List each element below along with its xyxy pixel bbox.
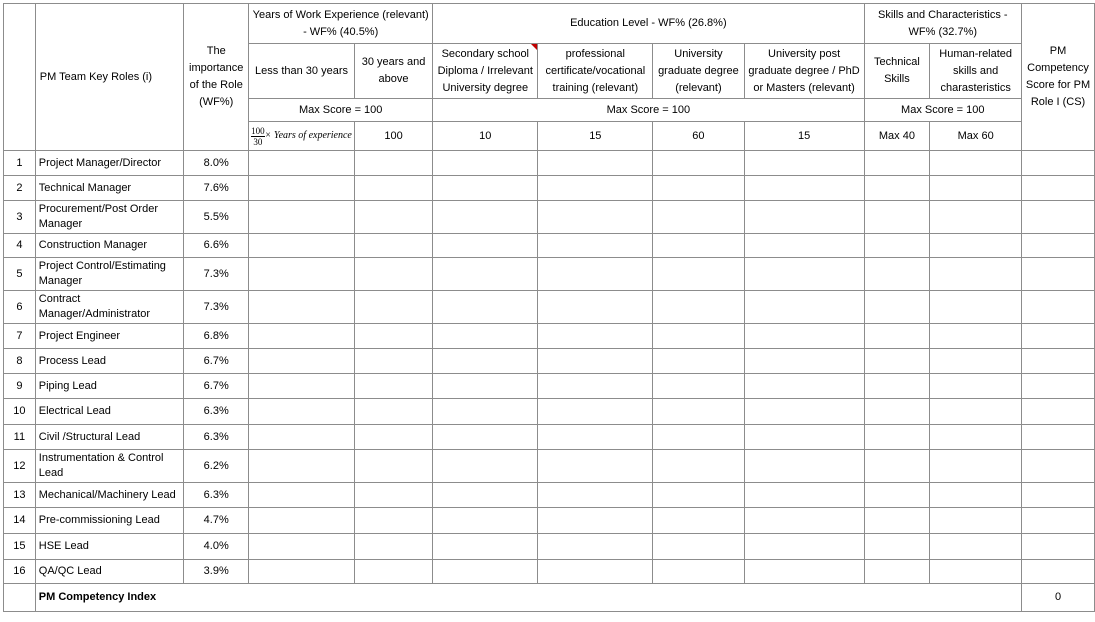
competency-index-value: 0 bbox=[1022, 584, 1095, 612]
score-cell[interactable] bbox=[930, 176, 1022, 201]
role-importance: 5.5% bbox=[184, 201, 249, 234]
edu-university-header: University graduate degree (relevant) bbox=[653, 44, 744, 99]
table-row bbox=[4, 176, 1095, 201]
score-cell[interactable] bbox=[744, 291, 864, 324]
score-cell[interactable] bbox=[538, 560, 653, 584]
score-cell[interactable] bbox=[1022, 234, 1095, 258]
score-cell[interactable] bbox=[354, 201, 432, 234]
score-cell[interactable] bbox=[354, 258, 432, 291]
score-cell[interactable] bbox=[1022, 201, 1095, 234]
score-cell[interactable] bbox=[744, 324, 864, 349]
score-cell[interactable] bbox=[744, 483, 864, 508]
row-number: 12 bbox=[4, 450, 36, 483]
score-cell[interactable] bbox=[864, 483, 930, 508]
score-cell[interactable] bbox=[538, 508, 653, 534]
score-cell[interactable] bbox=[249, 374, 355, 399]
score-cell[interactable] bbox=[1022, 560, 1095, 584]
score-cell[interactable] bbox=[538, 399, 653, 425]
role-importance: 6.8% bbox=[184, 324, 249, 349]
role-name: Civil /Structural Lead bbox=[35, 425, 184, 450]
role-importance: 6.2% bbox=[184, 450, 249, 483]
role-importance: 4.0% bbox=[184, 534, 249, 560]
score-cell[interactable] bbox=[538, 450, 653, 483]
role-name: Project Manager/Director bbox=[35, 151, 184, 176]
row-number: 14 bbox=[4, 508, 36, 534]
table-row bbox=[4, 534, 1095, 560]
row-number: 11 bbox=[4, 425, 36, 450]
roles-header: PM Team Key Roles (i) bbox=[35, 4, 184, 151]
score-cell[interactable] bbox=[433, 560, 538, 584]
score-cell[interactable] bbox=[1022, 374, 1095, 399]
score-cell[interactable] bbox=[433, 176, 538, 201]
role-importance: 6.3% bbox=[184, 425, 249, 450]
edu-secondary-score: 10 bbox=[433, 122, 538, 151]
score-cell[interactable] bbox=[538, 425, 653, 450]
role-importance: 7.3% bbox=[184, 258, 249, 291]
score-cell[interactable] bbox=[864, 291, 930, 324]
score-cell[interactable] bbox=[653, 176, 744, 201]
score-cell[interactable] bbox=[1022, 324, 1095, 349]
edu-secondary-header: Secondary school Diploma / Irrelevant University degree bbox=[433, 44, 538, 99]
score-cell[interactable] bbox=[744, 374, 864, 399]
row-number: 7 bbox=[4, 324, 36, 349]
role-name: Technical Manager bbox=[35, 176, 184, 201]
score-cell[interactable] bbox=[1022, 483, 1095, 508]
score-cell[interactable] bbox=[433, 508, 538, 534]
competency-index-label: PM Competency Index bbox=[35, 584, 1021, 612]
score-cell[interactable] bbox=[433, 483, 538, 508]
competency-table bbox=[3, 3, 1095, 612]
score-cell[interactable] bbox=[1022, 399, 1095, 425]
score-cell[interactable] bbox=[653, 291, 744, 324]
skills-max-score: Max Score = 100 bbox=[864, 99, 1021, 122]
score-cell[interactable] bbox=[354, 374, 432, 399]
score-cell[interactable] bbox=[744, 399, 864, 425]
score-cell[interactable] bbox=[864, 560, 930, 584]
exp-30above-score: 100 bbox=[354, 122, 432, 151]
exp-max-score: Max Score = 100 bbox=[249, 99, 433, 122]
table-row bbox=[4, 291, 1095, 324]
role-importance: 3.9% bbox=[184, 560, 249, 584]
score-cell[interactable] bbox=[249, 483, 355, 508]
score-cell[interactable] bbox=[653, 399, 744, 425]
role-importance: 6.7% bbox=[184, 349, 249, 374]
score-cell[interactable] bbox=[1022, 508, 1095, 534]
skill-technical-score: Max 40 bbox=[864, 122, 930, 151]
score-cell[interactable] bbox=[930, 349, 1022, 374]
row-number: 4 bbox=[4, 234, 36, 258]
table-row bbox=[4, 349, 1095, 374]
role-importance: 7.3% bbox=[184, 291, 249, 324]
score-cell[interactable] bbox=[864, 508, 930, 534]
score-cell[interactable] bbox=[1022, 534, 1095, 560]
score-cell[interactable] bbox=[653, 258, 744, 291]
role-name: Mechanical/Machinery Lead bbox=[35, 483, 184, 508]
score-cell[interactable] bbox=[433, 374, 538, 399]
score-cell[interactable] bbox=[354, 534, 432, 560]
role-name: Contract Manager/Administrator bbox=[35, 291, 184, 324]
score-cell[interactable] bbox=[744, 234, 864, 258]
score-cell[interactable] bbox=[433, 258, 538, 291]
table-row bbox=[4, 508, 1095, 534]
score-cell[interactable] bbox=[249, 201, 355, 234]
score-cell[interactable] bbox=[354, 450, 432, 483]
score-cell[interactable] bbox=[249, 291, 355, 324]
row-number: 8 bbox=[4, 349, 36, 374]
score-cell[interactable] bbox=[249, 534, 355, 560]
score-cell[interactable] bbox=[864, 425, 930, 450]
table-row bbox=[4, 425, 1095, 450]
row-number: 5 bbox=[4, 258, 36, 291]
competency-header: PM Competency Score for PM Role I (CS) bbox=[1022, 4, 1095, 151]
score-cell[interactable] bbox=[249, 234, 355, 258]
role-rows bbox=[4, 151, 1095, 584]
skill-human-score: Max 60 bbox=[930, 122, 1022, 151]
row-number: 3 bbox=[4, 201, 36, 234]
score-cell[interactable] bbox=[249, 324, 355, 349]
role-name: Instrumentation & Control Lead bbox=[35, 450, 184, 483]
row-number: 13 bbox=[4, 483, 36, 508]
score-cell[interactable] bbox=[249, 560, 355, 584]
score-cell[interactable] bbox=[249, 450, 355, 483]
skill-technical-header: Technical Skills bbox=[864, 44, 930, 99]
table-row bbox=[4, 324, 1095, 349]
education-group-header: Education Level - WF% (26.8%) bbox=[433, 4, 864, 44]
score-cell[interactable] bbox=[433, 534, 538, 560]
score-cell[interactable] bbox=[653, 349, 744, 374]
exp-30above-header: 30 years and above bbox=[354, 44, 432, 99]
role-importance: 7.6% bbox=[184, 176, 249, 201]
score-cell[interactable] bbox=[930, 374, 1022, 399]
score-cell[interactable] bbox=[1022, 425, 1095, 450]
score-cell[interactable] bbox=[433, 450, 538, 483]
formula-fraction: $\frac{100}{30}$ bbox=[251, 125, 265, 147]
score-cell[interactable] bbox=[1022, 258, 1095, 291]
score-cell[interactable] bbox=[653, 151, 744, 176]
row-number: 16 bbox=[4, 560, 36, 584]
score-cell[interactable] bbox=[930, 151, 1022, 176]
role-name: Process Lead bbox=[35, 349, 184, 374]
role-name: HSE Lead bbox=[35, 534, 184, 560]
score-cell[interactable] bbox=[744, 349, 864, 374]
score-cell[interactable] bbox=[538, 483, 653, 508]
score-cell[interactable] bbox=[864, 399, 930, 425]
score-cell[interactable] bbox=[433, 425, 538, 450]
score-cell[interactable] bbox=[538, 151, 653, 176]
score-cell[interactable] bbox=[538, 291, 653, 324]
score-cell[interactable] bbox=[354, 234, 432, 258]
role-name: Project Control/Estimating Manager bbox=[35, 258, 184, 291]
score-cell[interactable] bbox=[744, 560, 864, 584]
score-cell[interactable] bbox=[864, 534, 930, 560]
score-cell[interactable] bbox=[653, 425, 744, 450]
score-cell[interactable] bbox=[354, 349, 432, 374]
row-number: 10 bbox=[4, 399, 36, 425]
score-cell[interactable] bbox=[864, 349, 930, 374]
score-cell[interactable] bbox=[930, 258, 1022, 291]
score-cell[interactable] bbox=[864, 258, 930, 291]
experience-group-header: Years of Work Experience (relevant) - WF% (40.5%) bbox=[249, 4, 433, 44]
score-cell[interactable] bbox=[249, 349, 355, 374]
score-cell[interactable] bbox=[744, 450, 864, 483]
score-cell[interactable] bbox=[930, 324, 1022, 349]
role-importance: 8.0% bbox=[184, 151, 249, 176]
role-importance: 6.3% bbox=[184, 483, 249, 508]
score-cell[interactable] bbox=[354, 399, 432, 425]
score-cell[interactable] bbox=[744, 258, 864, 291]
edu-post-score: 15 bbox=[744, 122, 864, 151]
role-name: Electrical Lead bbox=[35, 399, 184, 425]
score-cell[interactable] bbox=[538, 201, 653, 234]
role-name: Construction Manager bbox=[35, 234, 184, 258]
score-cell[interactable] bbox=[249, 508, 355, 534]
score-cell[interactable] bbox=[1022, 291, 1095, 324]
score-cell[interactable] bbox=[744, 201, 864, 234]
score-cell[interactable] bbox=[864, 201, 930, 234]
score-cell[interactable] bbox=[864, 324, 930, 349]
row-number: 1 bbox=[4, 151, 36, 176]
footer-corner bbox=[4, 584, 36, 612]
role-name: Pre-commissioning Lead bbox=[35, 508, 184, 534]
edu-professional-header: professional certificate/vocational training (relevant) bbox=[538, 44, 653, 99]
score-cell[interactable] bbox=[864, 234, 930, 258]
score-cell[interactable] bbox=[538, 176, 653, 201]
table-row bbox=[4, 374, 1095, 399]
score-cell[interactable] bbox=[538, 349, 653, 374]
table-row bbox=[4, 201, 1095, 234]
score-cell[interactable] bbox=[538, 374, 653, 399]
score-cell[interactable] bbox=[744, 534, 864, 560]
score-cell[interactable] bbox=[354, 176, 432, 201]
role-importance: 6.7% bbox=[184, 374, 249, 399]
score-cell[interactable] bbox=[354, 151, 432, 176]
score-cell[interactable] bbox=[433, 234, 538, 258]
role-importance: 6.3% bbox=[184, 399, 249, 425]
table-row bbox=[4, 450, 1095, 483]
score-cell[interactable] bbox=[744, 151, 864, 176]
score-cell[interactable] bbox=[1022, 151, 1095, 176]
table-row bbox=[4, 151, 1095, 176]
score-cell[interactable] bbox=[930, 534, 1022, 560]
score-cell[interactable] bbox=[433, 291, 538, 324]
score-cell[interactable] bbox=[744, 425, 864, 450]
score-cell[interactable] bbox=[1022, 349, 1095, 374]
score-cell[interactable] bbox=[1022, 450, 1095, 483]
score-cell[interactable] bbox=[930, 560, 1022, 584]
row-number: 6 bbox=[4, 291, 36, 324]
score-cell[interactable] bbox=[864, 151, 930, 176]
score-cell[interactable] bbox=[930, 234, 1022, 258]
score-cell[interactable] bbox=[354, 425, 432, 450]
table-row bbox=[4, 234, 1095, 258]
table-row bbox=[4, 258, 1095, 291]
table-row bbox=[4, 560, 1095, 584]
score-cell[interactable] bbox=[653, 234, 744, 258]
score-cell[interactable] bbox=[538, 234, 653, 258]
score-cell[interactable] bbox=[653, 374, 744, 399]
score-cell[interactable] bbox=[1022, 176, 1095, 201]
score-cell[interactable] bbox=[249, 399, 355, 425]
score-cell[interactable] bbox=[930, 483, 1022, 508]
role-name: Piping Lead bbox=[35, 374, 184, 399]
formula-text: × Years of experience bbox=[264, 130, 352, 142]
score-cell[interactable] bbox=[354, 508, 432, 534]
score-cell[interactable] bbox=[930, 508, 1022, 534]
score-cell[interactable] bbox=[354, 483, 432, 508]
score-cell[interactable] bbox=[930, 425, 1022, 450]
score-cell[interactable] bbox=[653, 201, 744, 234]
score-cell[interactable] bbox=[433, 151, 538, 176]
row-number: 15 bbox=[4, 534, 36, 560]
score-cell[interactable] bbox=[433, 399, 538, 425]
score-cell[interactable] bbox=[864, 450, 930, 483]
corner-cell bbox=[4, 4, 36, 151]
exp-less30-header: Less than 30 years bbox=[249, 44, 355, 99]
score-cell[interactable] bbox=[354, 324, 432, 349]
row-number: 2 bbox=[4, 176, 36, 201]
score-cell[interactable] bbox=[653, 324, 744, 349]
score-cell[interactable] bbox=[538, 324, 653, 349]
edu-post-header: University post graduate degree / PhD or Masters (relevant) bbox=[744, 44, 864, 99]
role-name: Project Engineer bbox=[35, 324, 184, 349]
score-cell[interactable] bbox=[354, 291, 432, 324]
row-number: 9 bbox=[4, 374, 36, 399]
skill-human-header: Human-related skills and charasteristics bbox=[930, 44, 1022, 99]
score-cell[interactable] bbox=[354, 560, 432, 584]
score-cell[interactable] bbox=[744, 176, 864, 201]
exp-formula bbox=[249, 122, 355, 151]
score-cell[interactable] bbox=[930, 399, 1022, 425]
role-name: Procurement/Post Order Manager bbox=[35, 201, 184, 234]
role-importance: 6.6% bbox=[184, 234, 249, 258]
score-cell[interactable] bbox=[249, 151, 355, 176]
score-cell[interactable] bbox=[653, 560, 744, 584]
role-importance: 4.7% bbox=[184, 508, 249, 534]
skills-group-header: Skills and Characteristics - WF% (32.7%) bbox=[864, 4, 1021, 44]
score-cell[interactable] bbox=[433, 349, 538, 374]
score-cell[interactable] bbox=[930, 201, 1022, 234]
score-cell[interactable] bbox=[538, 258, 653, 291]
table-row bbox=[4, 399, 1095, 425]
score-cell[interactable] bbox=[653, 483, 744, 508]
role-name: QA/QC Lead bbox=[35, 560, 184, 584]
score-cell[interactable] bbox=[653, 450, 744, 483]
score-cell[interactable] bbox=[744, 508, 864, 534]
score-cell[interactable] bbox=[930, 291, 1022, 324]
score-cell[interactable] bbox=[864, 176, 930, 201]
score-cell[interactable] bbox=[433, 324, 538, 349]
score-cell[interactable] bbox=[249, 425, 355, 450]
table-row bbox=[4, 483, 1095, 508]
edu-max-score: Max Score = 100 bbox=[433, 99, 864, 122]
edu-professional-score: 15 bbox=[538, 122, 653, 151]
score-cell[interactable] bbox=[653, 508, 744, 534]
importance-header: The importance of the Role (WF%) bbox=[184, 4, 249, 151]
score-cell[interactable] bbox=[433, 201, 538, 234]
score-cell[interactable] bbox=[249, 176, 355, 201]
score-cell[interactable] bbox=[930, 450, 1022, 483]
score-cell[interactable] bbox=[538, 534, 653, 560]
score-cell[interactable] bbox=[653, 534, 744, 560]
score-cell[interactable] bbox=[249, 258, 355, 291]
edu-university-score: 60 bbox=[653, 122, 744, 151]
score-cell[interactable] bbox=[864, 374, 930, 399]
